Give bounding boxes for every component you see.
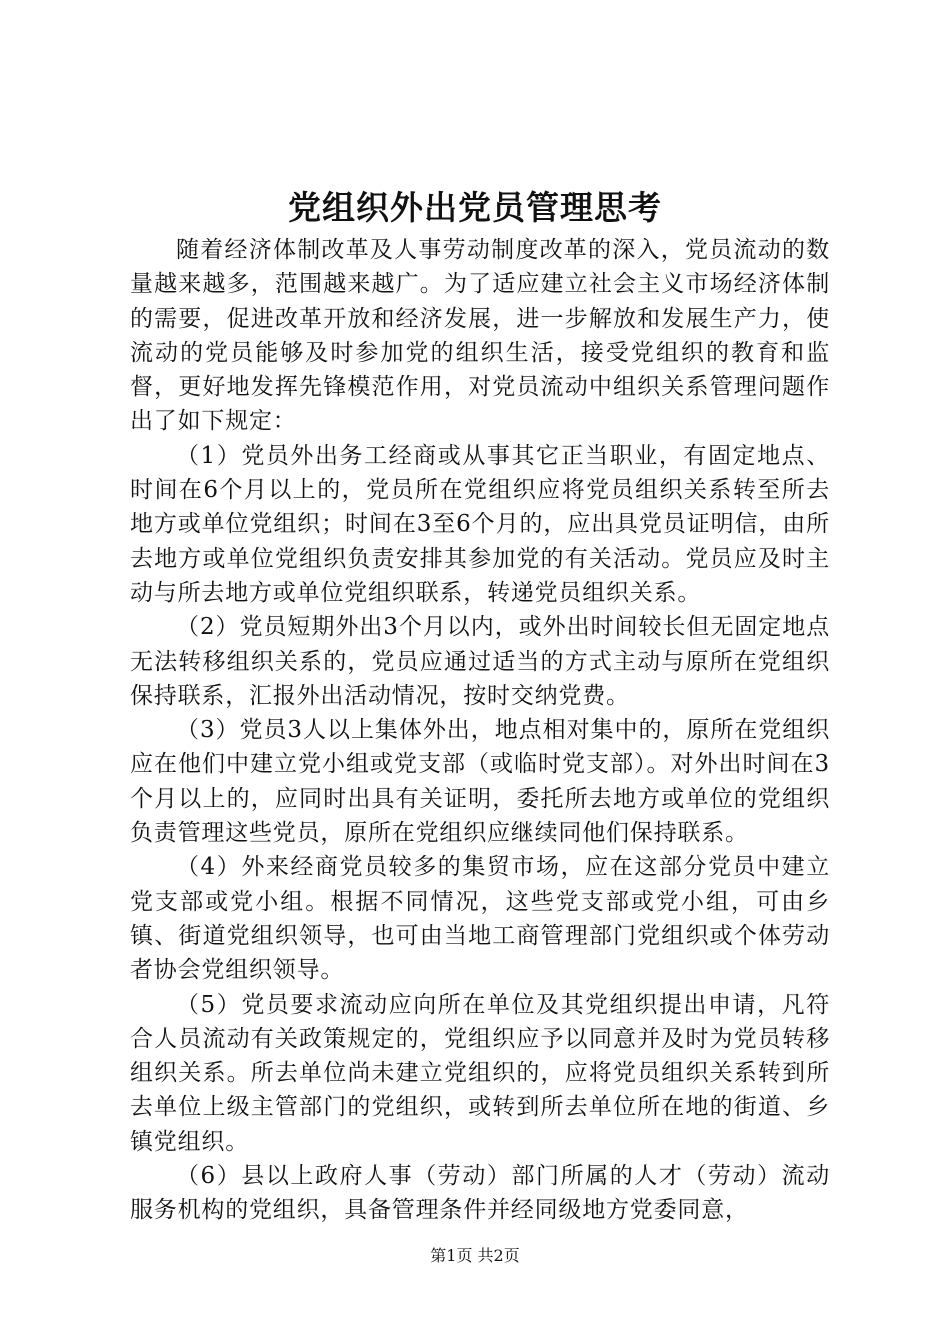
paragraph-rule-1: （1）党员外出务工经商或从事其它正当职业，有固定地点、时间在6个月以上的，党员所在党组织应将党员组织关系转至所去地方或单位党组织；时间在3至6个月的，应出具党员证明信，由所去地方或单位党组织负责安排其参加党的有关活动。党员应及时主动与所去地方或单位党组织联系，转递党员组织关系。 [130,442,830,606]
paragraph-rule-6: （6）县以上政府人事（劳动）部门所属的人才（劳动）流动服务机构的党组织，具备管理条件并经同级地方党委同意， [130,1163,830,1224]
document-title: 党组织外出党员管理思考 [288,188,662,227]
paragraph-rule-5: （5）党员要求流动应向所在单位及其党组织提出申请，凡符合人员流动有关政策规定的，党组织应予以同意并及时为党员转移组织关系。所去单位尚未建立党组织的，应将党员组织关系转到所去单位上级主管部门的党组织，或转到所去单位所在地的街道、乡镇党组织。 [130,991,830,1155]
paragraph-rule-2: （2）党员短期外出3个月以内，或外出时间较长但无固定地点无法转移组织关系的，党员应通过适当的方式主动与原所在党组织保持联系，汇报外出活动情况，按时交纳党费。 [130,614,830,709]
paragraph-rule-3: （3）党员3人以上集体外出，地点相对集中的，原所在党组织应在他们中建立党小组或党支部（或临时党支部）。对外出时间在3个月以上的，应同时出具有关证明，委托所去地方或单位的党组织负责管理这些党员，原所在党组织应继续同他们保持联系。 [130,717,830,847]
page-footer: 第1页 共2页 [430,1246,520,1265]
paragraph-rule-4: （4）外来经商党员较多的集贸市场，应在这部分党员中建立党支部或党小组。根据不同情况，这些党支部或党小组，可由乡镇、街道党组织领导，也可由当地工商管理部门党组织或个体劳动者协会党组织领导。 [130,854,830,984]
paragraph-intro: 随着经济体制改革及人事劳动制度改革的深入，党员流动的数量越来越多，范围越来越广。为了适应建立社会主义市场经济体制的需要，促进改革开放和经济发展，进一步解放和发展生产力，使流动的党员能够及时参加党的组织生活，接受党组织的教育和监督，更好地发挥先锋模范作用，对党员流动中组织关系管理问题作出了如下规定： [130,237,830,435]
document-body [130,233,830,1228]
